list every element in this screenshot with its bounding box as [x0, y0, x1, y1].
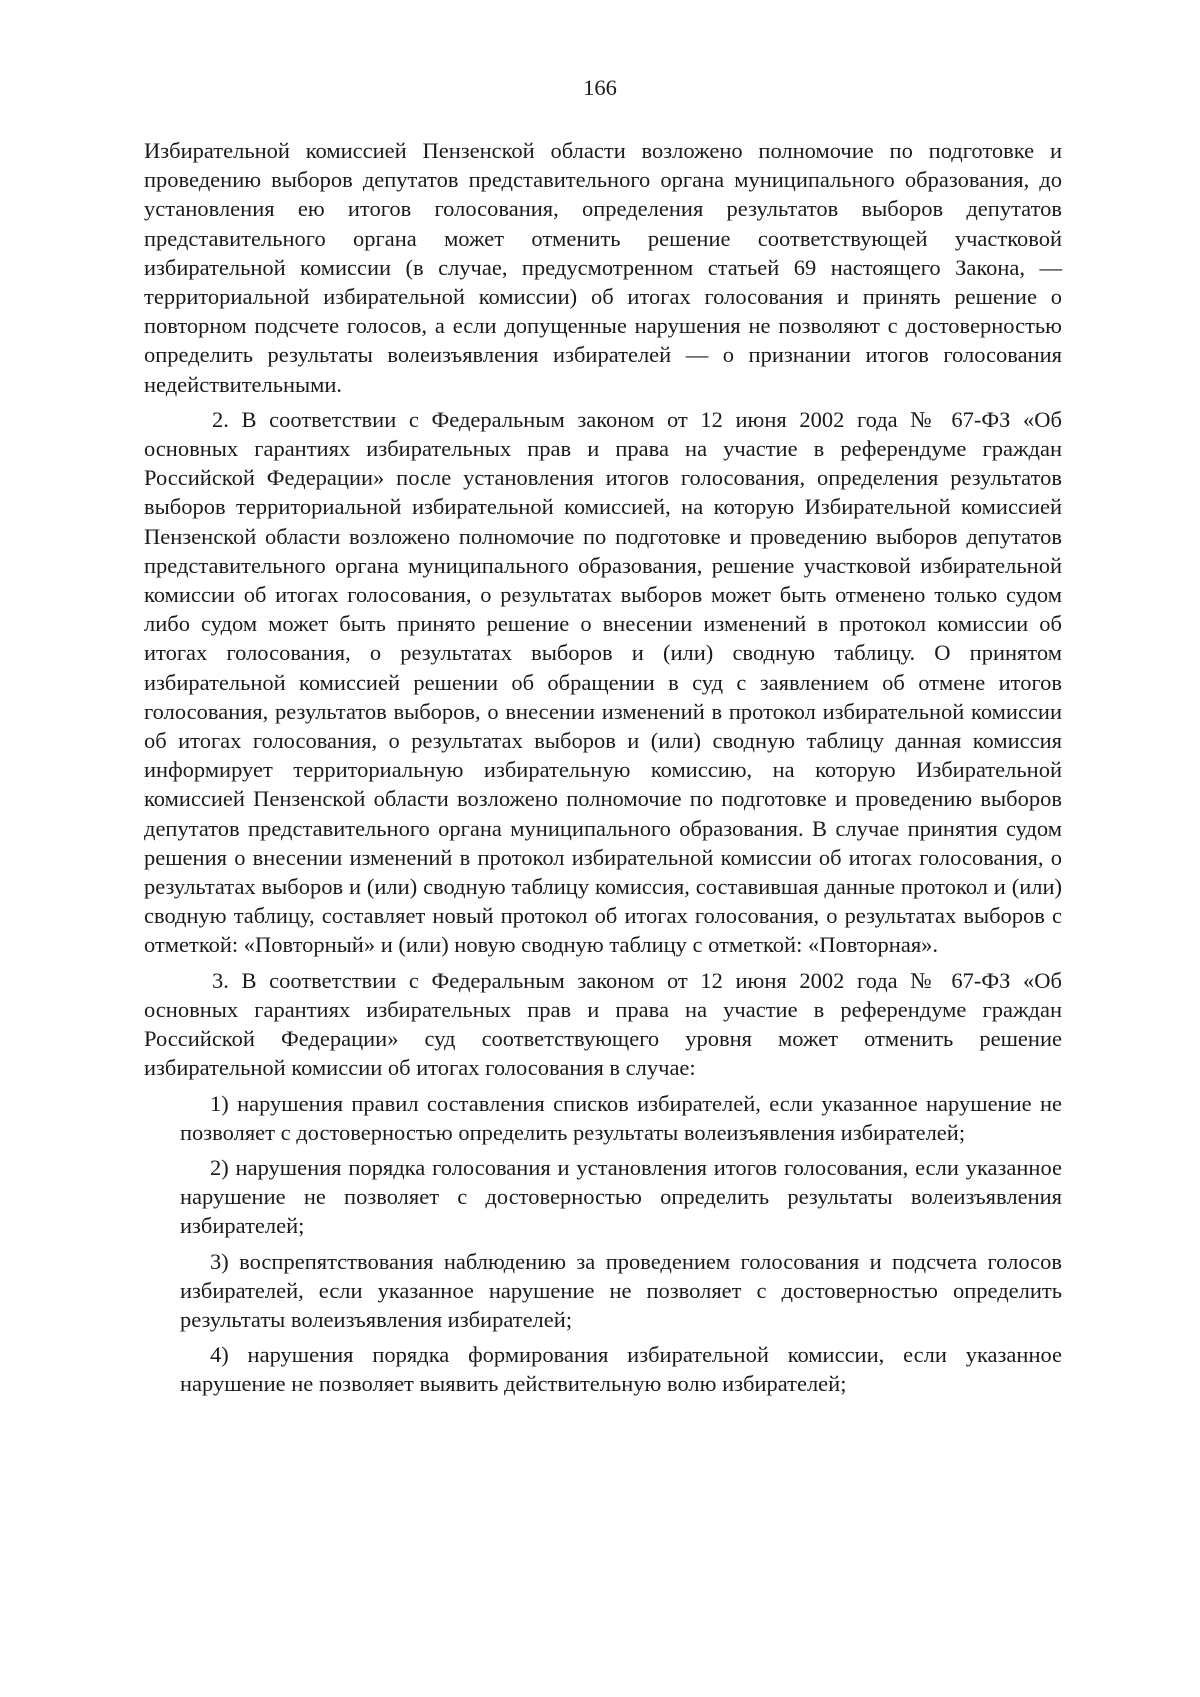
document-body: [144, 136, 1062, 1399]
paragraph-continuation: Избирательной комиссией Пензенской области возложено полномочие по подготовке и проведению выборов депутатов представительного органа муниципального образования, до установления ею итогов голосования, определения результатов выборов депутатов представительного органа может отменить решение соответствующей участковой избирательной комиссии (в случае, предусмотренном статьей 69 настоящего Закона, — территориальной избирательной комиссии) об итогах голосования и принять решение о повторном подсчете голосов, а если допущенные нарушения не позволяют с достоверностью определить результаты волеизъявления избирателей — о признании итогов голосования недействительными.: [144, 138, 1062, 397]
list-item: 3) воспрепятствования наблюдению за проведением голосования и подсчета голосов избирателей, если указанное нарушение не позволяет с достоверностью определить результаты волеизъявления избирателей;: [180, 1248, 1062, 1332]
list-item: 2) нарушения порядка голосования и установления итогов голосования, если указанное нарушение не позволяет с достоверностью определить результаты волеизъявления избирателей;: [180, 1154, 1062, 1239]
paragraph-item-2: 2. В соответствии с Федеральным законом от 12 июня 2002 года № 67-ФЗ «Об основных гарантиях избирательных прав и права на участие в референдуме граждан Российской Федерации» после установления итогов голосования, определения результатов выборов территориальной избирательной комиссией, на которую Избирательной комиссией Пензенской области возложено полномочие по подготовке и проведению выборов депутатов представительного органа муниципального образования, решение участковой избирательной комиссии об итогах голосования, о результатах выборов может быть отменено только судом либо судом может быть принято решение о внесении изменений в протокол комиссии об итогах голосования, о результатах выборов и (или) сводную таблицу. О принятом избирательной комиссией решении об обращении в суд с заявлением об отмене итогов голосования, результатов выборов, о внесении изменений в протокол избирательной комиссии об итогах голосования, о результатах выборов и (или) сводную таблицу данная комиссия информирует территориальную избирательную комиссию, на которую Избирательной комиссией Пензенской области возложено полномочие по подготовке и проведению выборов депутатов представительного органа муниципального образования. В случае принятия судом решения о внесении изменений в протокол избирательной комиссии об итогах голосования, о результатах выборов и (или) сводную таблицу комиссия, составившая данные протокол и (или) сводную таблицу, составляет новый протокол об итогах голосования, о результатах выборов с отметкой: «Повторный» и (или) новую сводную таблицу с отметкой: «Повторная».: [144, 406, 1062, 958]
page-number: 166: [583, 75, 617, 100]
list-item: 4) нарушения порядка формирования избирательной комиссии, если указанное нарушение не позволяет выявить действительную волю избирателей;: [180, 1342, 1062, 1397]
paragraph-item-3: 3. В соответствии с Федеральным законом от 12 июня 2002 года № 67-ФЗ «Об основных гарантиях избирательных прав и права на участие в референдуме граждан Российской Федерации» суд соответствующего уровня может отменить решение избирательной комиссии об итогах голосования в случае:: [144, 967, 1062, 1081]
list-item: 1) нарушения правил составления списков избирателей, если указанное нарушение не позволяет с достоверностью определить результаты волеизъявления избирателей;: [180, 1090, 1062, 1145]
violation-list: [180, 1089, 1062, 1399]
